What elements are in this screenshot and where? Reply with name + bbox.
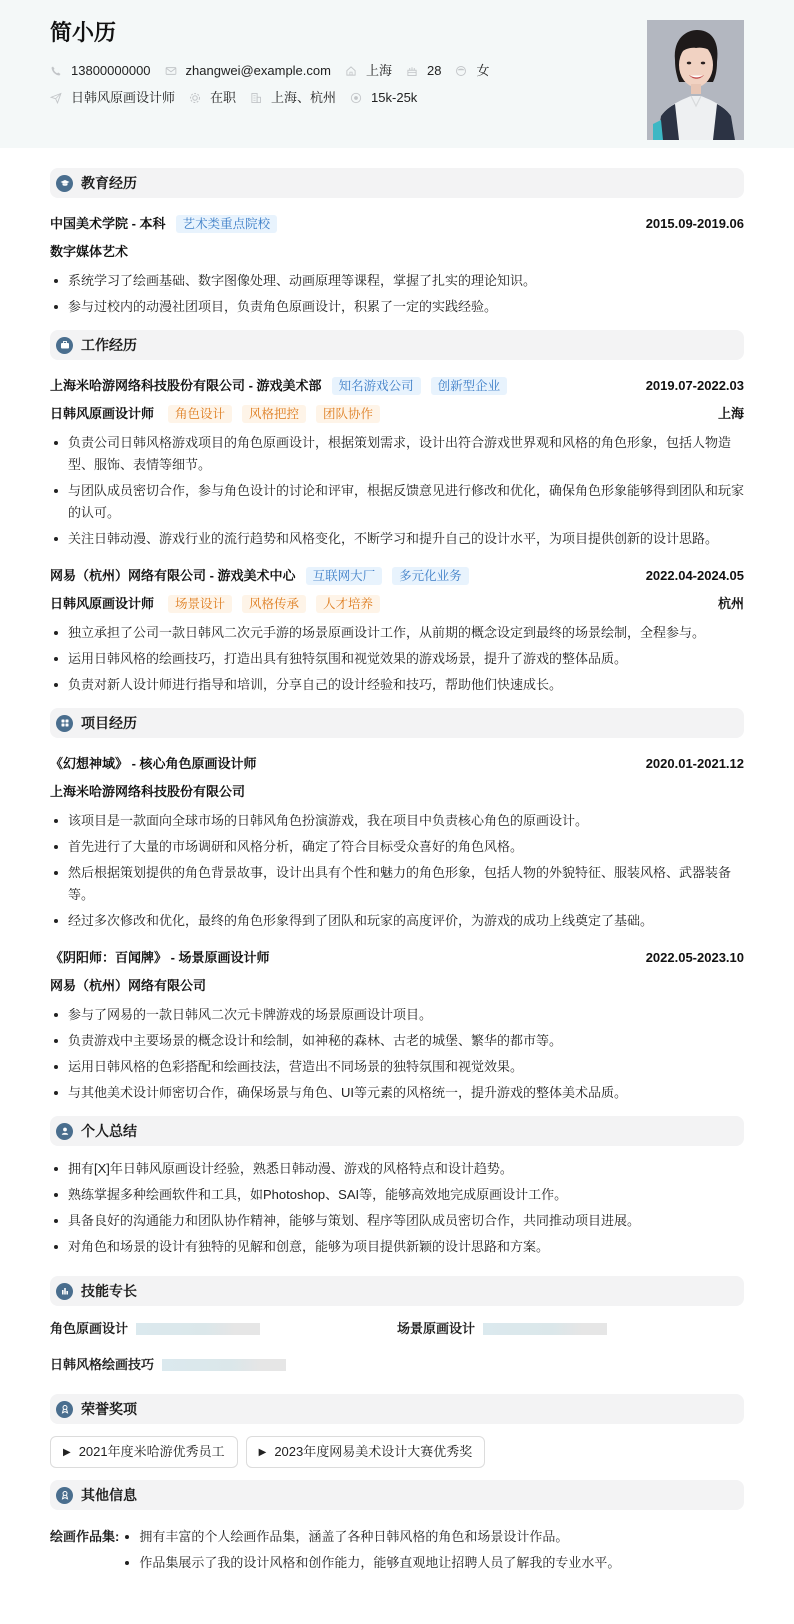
- salary-text: 15k-25k: [371, 90, 418, 106]
- list-item: 作品集展示了我的设计风格和创作能力，能够直观地让招聘人员了解我的专业水平。: [121, 1552, 620, 1574]
- briefcase-icon: [56, 337, 73, 354]
- list-item: 负责对新人设计师进行指导和培训，分享自己的设计经验和技巧，帮助他们快速成长。: [50, 674, 744, 696]
- triangle-right-icon: ▶: [258, 1446, 267, 1458]
- skills-grid: [50, 1318, 744, 1376]
- company-left: [50, 376, 507, 396]
- skill-name: 场景原画设计: [397, 1321, 476, 1337]
- award-text: 2021年度米哈游优秀员工: [78, 1444, 225, 1460]
- project-company-row: [50, 778, 744, 806]
- summary-section: [50, 1116, 744, 1258]
- list-item: 系统学习了绘画基础、数字图像处理、动画原理等课程，掌握了扎实的理论知识。: [50, 270, 744, 292]
- target-position-item: [50, 88, 175, 108]
- project-date: 2020.01-2021.12: [645, 756, 744, 772]
- education-date: 2015.09-2019.06: [645, 216, 744, 232]
- resume-header: [0, 0, 794, 148]
- phone-item: [50, 61, 151, 81]
- skill-bar: [136, 1323, 260, 1335]
- status-icon: [189, 92, 201, 104]
- home-icon: [345, 65, 357, 77]
- education-section: [50, 168, 744, 318]
- mail-icon: [165, 65, 177, 77]
- section-title: 荣誉奖项: [81, 1400, 137, 1417]
- work-date: 2022.04-2024.05: [645, 568, 744, 584]
- building-icon: [250, 92, 262, 104]
- role-left: [50, 404, 380, 424]
- company-tag: 多元化业务: [392, 567, 469, 585]
- list-item: 负责游戏中主要场景的概念设计和绘制，如神秘的森林、古老的城堡、繁华的都市等。: [50, 1030, 744, 1052]
- target-city-text: 上海、杭州: [271, 90, 337, 106]
- section-header: [50, 330, 744, 360]
- project-name: 《阴阳师：百闻牌》 - 场景原画设计师: [50, 950, 270, 966]
- list-item: 首先进行了大量的市场调研和风格分析，确定了符合目标受众喜好的角色风格。: [50, 836, 744, 858]
- skill-fill: [162, 1359, 261, 1371]
- salary-item: [350, 88, 417, 108]
- list-item: 参与过校内的动漫社团项目，负责角色原画设计，积累了一定的实践经验。: [50, 296, 744, 318]
- email-text: zhangwei@example.com: [185, 63, 331, 79]
- portrait-image: [647, 20, 744, 140]
- user-icon: [56, 1123, 73, 1140]
- work-bullets: [50, 622, 744, 696]
- role-tag: 场景设计: [168, 595, 232, 613]
- list-item: 与团队成员密切合作，参与角色设计的讨论和评审，根据反馈意见进行修改和优化，确保角色形象能够得到团队和玩家的认可。: [50, 480, 744, 524]
- skill-fill: [136, 1323, 235, 1335]
- company-name: 上海米哈游网络科技股份有限公司 - 游戏美术部: [50, 378, 322, 394]
- project-date: 2022.05-2023.10: [645, 950, 744, 966]
- list-item: 拥有[X]年日韩风原画设计经验，熟悉日韩动漫、游戏的风格特点和设计趋势。: [50, 1158, 744, 1180]
- list-item: 关注日韩动漫、游戏行业的流行趋势和风格变化，不断学习和提升自己的设计水平，为项目提供创新的设计思路。: [50, 528, 744, 550]
- work-entry: [50, 562, 744, 696]
- project-entry: [50, 750, 744, 932]
- bar-chart-icon: [56, 1283, 73, 1300]
- portfolio-row: [50, 1522, 744, 1578]
- job-row: [50, 87, 744, 109]
- age-item: [406, 61, 441, 81]
- contact-row: [50, 60, 744, 82]
- award-item[interactable]: [246, 1436, 486, 1468]
- list-item: 熟练掌握多种绘画软件和工具，如Photoshop、SAI等，能够高效地完成原画设计工作。: [50, 1184, 744, 1206]
- section-header: [50, 1480, 744, 1510]
- target-city-item: [250, 88, 336, 108]
- job-status-item: [189, 88, 236, 108]
- profile-photo: [647, 20, 744, 140]
- project-company: 上海米哈游网络科技股份有限公司: [50, 784, 246, 800]
- list-item: 独立承担了公司一款日韩风二次元手游的场景原画设计工作，从前期的概念设定到最终的场景绘制，全程参与。: [50, 622, 744, 644]
- role-name: 日韩风原画设计师: [50, 596, 155, 612]
- section-title: 其他信息: [81, 1486, 137, 1503]
- grid-icon: [56, 715, 73, 732]
- list-item: 经过多次修改和优化，最终的角色形象得到了团队和玩家的高度评价，为游戏的成功上线奠定了基础。: [50, 910, 744, 932]
- summary-bullets: [50, 1158, 744, 1258]
- company-tag: 互联网大厂: [306, 567, 383, 585]
- other-section: [50, 1480, 744, 1578]
- gender-item: [455, 61, 489, 81]
- triangle-right-icon: ▶: [63, 1446, 71, 1458]
- email-item: [165, 61, 331, 81]
- salary-icon: [350, 92, 362, 104]
- section-header: [50, 1394, 744, 1424]
- candidate-name: 简小历: [50, 20, 117, 45]
- section-header: [50, 1116, 744, 1146]
- skill-bar: [483, 1323, 607, 1335]
- section-header: [50, 1276, 744, 1306]
- phone-icon: [50, 65, 62, 77]
- project-company-row: [50, 972, 744, 1000]
- skill-name: 日韩风格绘画技巧: [50, 1357, 155, 1373]
- role-tag: 团队协作: [316, 405, 380, 423]
- company-tag: 知名游戏公司: [332, 377, 421, 395]
- skills-section: [50, 1276, 744, 1376]
- award-text: 2023年度网易美术设计大赛优秀奖: [274, 1444, 473, 1460]
- phone-text: 13800000000: [71, 63, 151, 79]
- award-icon: [56, 1401, 73, 1418]
- portfolio-bullets: [121, 1522, 620, 1578]
- section-title: 工作经历: [81, 336, 137, 353]
- school-name: 中国美术学院 - 本科: [50, 216, 166, 232]
- role-row: [50, 590, 744, 618]
- work-city: 上海: [717, 406, 744, 422]
- education-title-left: [50, 214, 277, 234]
- company-tag: 创新型企业: [431, 377, 508, 395]
- target-position-text: 日韩风原画设计师: [71, 90, 176, 106]
- list-item: 对角色和场景的设计有独特的见解和创意，能够为项目提供新颖的设计思路和方案。: [50, 1236, 744, 1258]
- work-city: 杭州: [717, 596, 744, 612]
- section-title: 教育经历: [81, 174, 137, 191]
- major-row: [50, 238, 744, 266]
- portfolio-label: 绘画作品集:: [50, 1529, 120, 1544]
- work-bullets: [50, 432, 744, 550]
- role-row: [50, 400, 744, 428]
- role-tag: 人才培养: [316, 595, 380, 613]
- work-date: 2019.07-2022.03: [645, 378, 744, 394]
- company-name: 网易（杭州）网络有限公司 - 游戏美术中心: [50, 568, 296, 584]
- resume-body: [0, 148, 794, 1620]
- skill-name: 角色原画设计: [50, 1321, 129, 1337]
- role-name: 日韩风原画设计师: [50, 406, 155, 422]
- role-tag: 风格把控: [242, 405, 306, 423]
- list-item: 然后根据策划提供的角色背景故事，设计出具有个性和魅力的角色形象，包括人物的外貌特征、服装风格、武器装备等。: [50, 862, 744, 906]
- role-left: [50, 594, 380, 614]
- project-title-row: [50, 944, 744, 972]
- role-tag: 角色设计: [168, 405, 232, 423]
- section-header: [50, 168, 744, 198]
- project-name: 《幻想神域》 - 核心角色原画设计师: [50, 756, 257, 772]
- section-title: 个人总结: [81, 1122, 137, 1139]
- age-text: 28: [426, 63, 442, 79]
- section-title: 技能专长: [81, 1282, 137, 1299]
- project-title-row: [50, 750, 744, 778]
- list-item: 拥有丰富的个人绘画作品集，涵盖了各种日韩风格的角色和场景设计作品。: [121, 1526, 620, 1548]
- education-entry: [50, 210, 744, 318]
- education-title-row: [50, 210, 744, 238]
- work-entry: [50, 372, 744, 550]
- section-header: [50, 708, 744, 738]
- awards-section: [50, 1394, 744, 1468]
- project-bullets: [50, 1004, 744, 1104]
- company-row: [50, 562, 744, 590]
- location-text: 上海: [365, 63, 392, 79]
- list-item: 运用日韩风格的绘画技巧，打造出具有独特氛围和视觉效果的游戏场景，提升了游戏的整体品质。: [50, 648, 744, 670]
- award-item[interactable]: [50, 1436, 238, 1468]
- role-tag: 风格传承: [242, 595, 306, 613]
- section-title: 项目经历: [81, 714, 137, 731]
- skill-item: [50, 1354, 397, 1376]
- list-item: 参与了网易的一款日韩风二次元卡牌游戏的场景原画设计项目。: [50, 1004, 744, 1026]
- gender-text: 女: [476, 63, 490, 79]
- major: 数字媒体艺术: [50, 244, 129, 260]
- list-item: 运用日韩风格的色彩搭配和绘画技法，营造出不同场景的独特氛围和视觉效果。: [50, 1056, 744, 1078]
- company-row: [50, 372, 744, 400]
- skill-fill: [483, 1323, 582, 1335]
- skill-item: [50, 1318, 397, 1340]
- list-item: 与其他美术设计师密切合作，确保场景与角色、UI等元素的风格统一，提升游戏的整体美术品质。: [50, 1082, 744, 1104]
- project-bullets: [50, 810, 744, 932]
- project-company: 网易（杭州）网络有限公司: [50, 978, 207, 994]
- work-section: [50, 330, 744, 696]
- awards-list: [50, 1436, 744, 1468]
- skill-bar: [162, 1359, 286, 1371]
- company-left: [50, 566, 469, 586]
- list-item: 具备良好的沟通能力和团队协作精神，能够与策划、程序等团队成员密切合作，共同推动项目进展。: [50, 1210, 744, 1232]
- send-icon: [50, 92, 62, 104]
- job-status-text: 在职: [210, 90, 237, 106]
- gender-icon: [455, 65, 467, 77]
- project-entry: [50, 944, 744, 1104]
- education-bullets: [50, 270, 744, 318]
- list-item: 该项目是一款面向全球市场的日韩风角色扮演游戏，我在项目中负责核心角色的原画设计。: [50, 810, 744, 832]
- list-item: 负责公司日韩风格游戏项目的角色原画设计，根据策划需求，设计出符合游戏世界观和风格的角色形象，包括人物造型、服饰、表情等细节。: [50, 432, 744, 476]
- school-tag: 艺术类重点院校: [176, 215, 278, 233]
- info-award-icon: [56, 1487, 73, 1504]
- skill-item: [397, 1318, 744, 1340]
- graduation-cap-icon: [56, 175, 73, 192]
- location-item: [345, 61, 392, 81]
- projects-section: [50, 708, 744, 1104]
- age-icon: [406, 65, 418, 77]
